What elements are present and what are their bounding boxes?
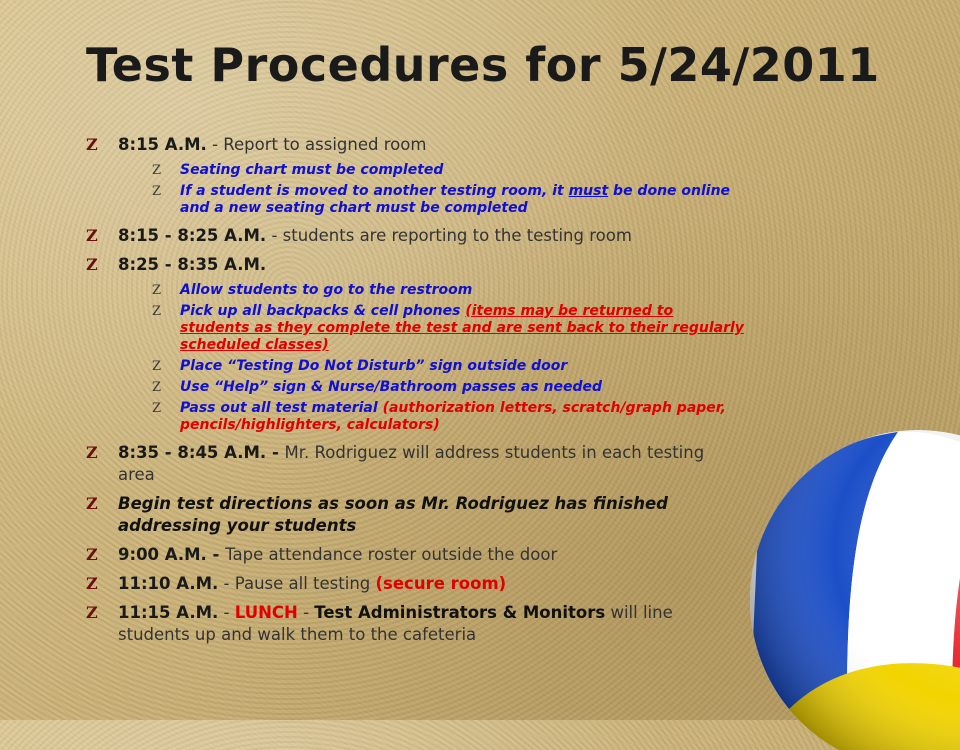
item-text: Tape attendance roster outside the door (225, 545, 558, 564)
sub-item-text: Place “Testing Do Not Disturb” sign outside door (180, 358, 568, 374)
item-text: - Report to assigned room (206, 135, 427, 154)
note-text: (secure room) (375, 574, 507, 593)
time-label: 9:00 A.M. - (118, 545, 226, 564)
sub-list-item (152, 303, 746, 354)
list-item (86, 442, 746, 486)
list-item (86, 544, 746, 566)
procedure-list (86, 134, 746, 653)
item-text: Mr. Rodriguez will address students in each testing area (118, 443, 705, 484)
sub-item-text: Seating chart must be completed (180, 162, 444, 178)
time-label: 8:15 A.M. (118, 135, 207, 154)
item-text: Begin test directions as soon as Mr. Rodriguez has finished addressing your students (118, 494, 668, 535)
note-text: (items may be returned to students as they complete the test and are sent back to their regularly scheduled classes) (180, 303, 744, 353)
beach-ball-image (748, 410, 960, 750)
sub-list-item (152, 358, 746, 375)
sub-list-item (152, 162, 746, 179)
list-item (86, 254, 746, 434)
sub-list-item (152, 282, 746, 299)
sub-item-text: Pass out all test material (180, 400, 383, 416)
list-item (86, 602, 746, 646)
sub-item-text: If a student is moved to another testing room, it (180, 183, 569, 199)
list-item (86, 493, 746, 537)
time-label: 11:15 A.M. (118, 603, 219, 622)
list-item (86, 225, 746, 247)
time-label: 11:10 A.M. (118, 574, 219, 593)
time-label: 8:35 - 8:45 A.M. - (118, 443, 285, 462)
time-label: 8:25 - 8:35 A.M. (118, 255, 267, 274)
sub-item-text: Use “Help” sign & Nurse/Bathroom passes as needed (180, 379, 602, 395)
item-text: - Pause all testing (218, 574, 376, 593)
sub-list-item (152, 400, 746, 434)
emphasis-text: must (568, 183, 609, 199)
sub-list-item (152, 183, 746, 217)
separator-text: - (218, 603, 235, 622)
slide-title: Test Procedures for 5/24/2011 (86, 38, 880, 92)
item-text: will line students up and walk them to the cafeteria (118, 603, 673, 644)
time-label: 8:15 - 8:25 A.M. (118, 226, 267, 245)
note-text: (authorization letters, scratch/graph paper, pencils/highlighters, calculators) (180, 400, 726, 433)
lunch-label: LUNCH (234, 603, 298, 622)
sub-item-text: Allow students to go to the restroom (180, 282, 473, 298)
list-item (86, 573, 746, 595)
item-text: - students are reporting to the testing room (266, 226, 632, 245)
staff-label: Test Administrators & Monitors (314, 603, 606, 622)
separator-text: - (297, 603, 315, 622)
list-item (86, 134, 746, 217)
sub-item-text: be done online and a new seating chart must be completed (180, 183, 731, 216)
sub-list-item (152, 379, 746, 396)
sub-item-text: Pick up all backpacks & cell phones (180, 303, 466, 319)
